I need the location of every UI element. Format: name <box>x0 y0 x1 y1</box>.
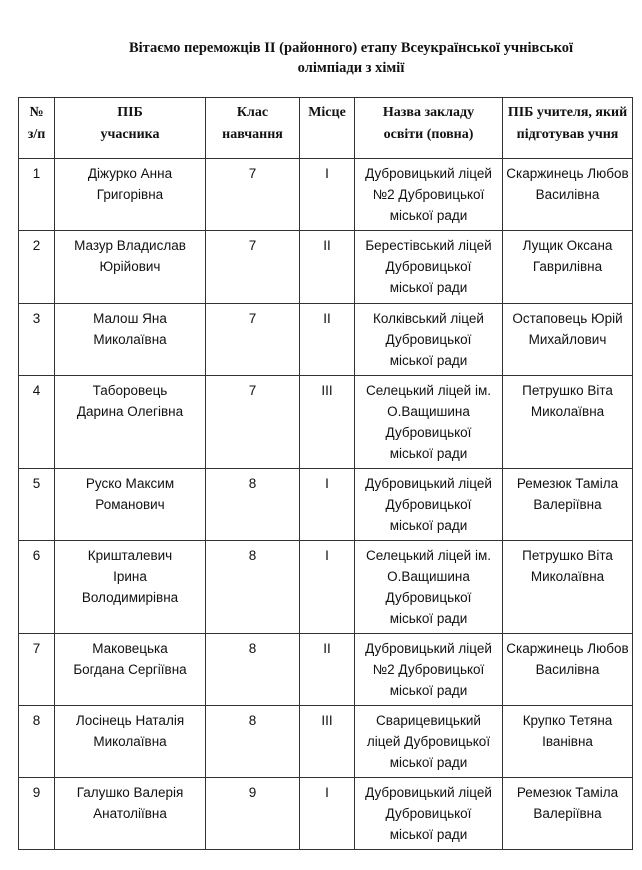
cell-num: 5 <box>19 469 55 541</box>
cell-school: Берестівський ліцей Дубровицької міської ради <box>355 231 503 304</box>
cell-grade: 7 <box>206 231 300 304</box>
cell-place: I <box>300 541 355 634</box>
cell-name: Мазур Владислав Юрійович <box>55 231 206 304</box>
cell-place: II <box>300 231 355 304</box>
cell-teacher: Ремезюк Таміла Валеріївна <box>503 469 633 541</box>
header-grade: Клас навчання <box>206 98 300 159</box>
table-row <box>19 159 633 231</box>
table-row <box>19 231 633 304</box>
cell-num: 6 <box>19 541 55 634</box>
table-row <box>19 634 633 706</box>
cell-school: Колківський ліцей Дубровицької міської ради <box>355 304 503 376</box>
cell-teacher: Лущик Оксана Гаврилівна <box>503 231 633 304</box>
winners-table <box>18 97 633 850</box>
cell-school: Дубровицький ліцей №2 Дубровицької міської ради <box>355 159 503 231</box>
cell-name: Таборовець Дарина Олегівна <box>55 376 206 469</box>
cell-school: Сварицевицький ліцей Дубровицької міської ради <box>355 706 503 778</box>
header-school: Назва закладу освіти (повна) <box>355 98 503 159</box>
header-teacher: ПІБ учителя, який підготував учня <box>503 98 633 159</box>
cell-teacher: Скаржинець Любов Василівна <box>503 159 633 231</box>
cell-num: 9 <box>19 778 55 850</box>
cell-place: III <box>300 706 355 778</box>
cell-teacher: Петрушко Віта Миколаївна <box>503 376 633 469</box>
cell-place: I <box>300 469 355 541</box>
cell-name: Руско Максим Романович <box>55 469 206 541</box>
cell-name: Галушко Валерія Анатоліївна <box>55 778 206 850</box>
document-title: Вітаємо переможців ІІ (районного) етапу Всеукраїнської учнівської олімпіади з хімії <box>128 40 574 76</box>
cell-grade: 7 <box>206 376 300 469</box>
cell-school: Дубровицький ліцей Дубровицької міської ради <box>355 778 503 850</box>
cell-place: II <box>300 304 355 376</box>
cell-school: Селецький ліцей ім. О.Ващишина Дубровицької міської ради <box>355 376 503 469</box>
cell-num: 7 <box>19 634 55 706</box>
header-place: Місце <box>300 98 355 159</box>
cell-grade: 8 <box>206 634 300 706</box>
cell-num: 2 <box>19 231 55 304</box>
cell-teacher: Ремезюк Таміла Валеріївна <box>503 778 633 850</box>
cell-teacher: Остаповець Юрій Михайлович <box>503 304 633 376</box>
cell-teacher: Скаржинець Любов Василівна <box>503 634 633 706</box>
cell-school: Селецький ліцей ім. О.Ващишина Дубровицької міської ради <box>355 541 503 634</box>
cell-name: Діжурко Анна Григорівна <box>55 159 206 231</box>
cell-place: I <box>300 778 355 850</box>
cell-num: 3 <box>19 304 55 376</box>
cell-num: 4 <box>19 376 55 469</box>
cell-school: Дубровицький ліцей №2 Дубровицької міської ради <box>355 634 503 706</box>
cell-school: Дубровицький ліцей Дубровицької міської ради <box>355 469 503 541</box>
cell-name: Маковецька Богдана Сергіївна <box>55 634 206 706</box>
cell-teacher: Петрушко Віта Миколаївна <box>503 541 633 634</box>
cell-grade: 8 <box>206 541 300 634</box>
cell-teacher: Крупко Тетяна Іванівна <box>503 706 633 778</box>
table-row <box>19 541 633 634</box>
table-row <box>19 469 633 541</box>
table-row <box>19 778 633 850</box>
cell-num: 1 <box>19 159 55 231</box>
header-name: ПІБ учасника <box>55 98 206 159</box>
cell-grade: 8 <box>206 469 300 541</box>
cell-place: II <box>300 634 355 706</box>
header-num: № з/п <box>19 98 55 159</box>
cell-grade: 9 <box>206 778 300 850</box>
cell-name: Лосінець Наталія Миколаївна <box>55 706 206 778</box>
cell-grade: 7 <box>206 159 300 231</box>
cell-grade: 8 <box>206 706 300 778</box>
table-row <box>19 304 633 376</box>
cell-grade: 7 <box>206 304 300 376</box>
table-row <box>19 376 633 469</box>
table-row <box>19 706 633 778</box>
table-header-row <box>19 98 633 159</box>
cell-name: Малош Яна Миколаївна <box>55 304 206 376</box>
cell-place: III <box>300 376 355 469</box>
cell-num: 8 <box>19 706 55 778</box>
cell-place: I <box>300 159 355 231</box>
cell-name: Кришталевич Ірина Володимирівна <box>55 541 206 634</box>
